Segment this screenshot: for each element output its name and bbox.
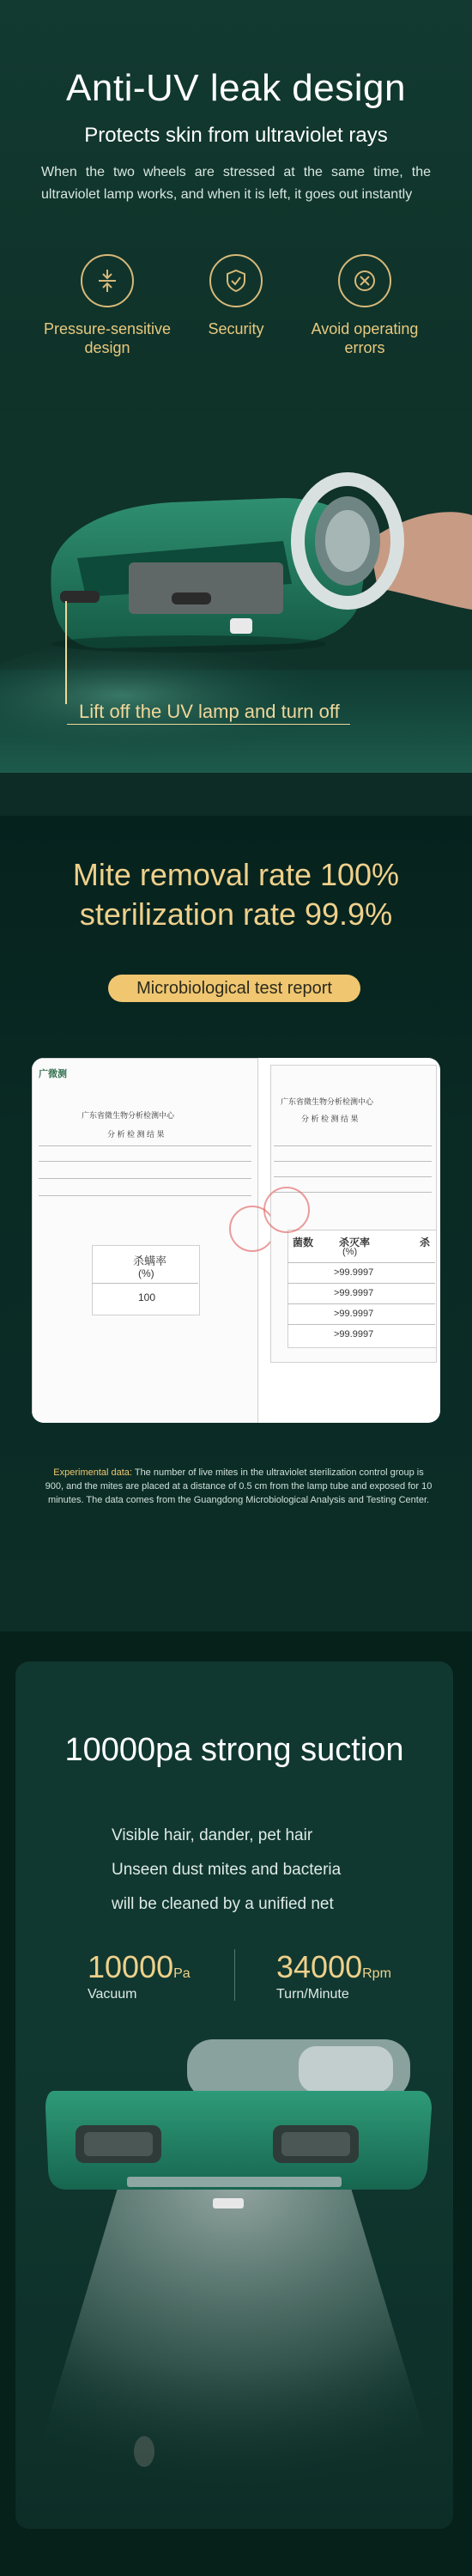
- feature-security: [167, 254, 305, 338]
- report-rule: [39, 1195, 251, 1196]
- report-mite-rate-label: 杀螨率: [133, 1255, 167, 1267]
- report-rule: [274, 1145, 432, 1146]
- uv-section-description: When the two wheels are stressed at the same time, the ultraviolet lamp works, and when it is left, it goes out instantly: [41, 165, 431, 202]
- report-col-bacteria-count: 菌数: [293, 1236, 314, 1249]
- report-rule: [92, 1283, 198, 1284]
- report-left-subheader: 分 析 检 测 结 果: [107, 1130, 165, 1139]
- report-rule: [287, 1303, 435, 1304]
- mite-removal-headline: Mite removal rate 100%: [72, 857, 400, 892]
- stat-divider: [234, 1949, 235, 2001]
- feature-label: Security: [208, 320, 264, 337]
- callout-lift-off-text: Lift off the UV lamp and turn off: [79, 701, 340, 722]
- suction-card: [15, 1662, 453, 2529]
- feature-pressure-sensitive: [39, 254, 176, 357]
- report-mite-rate-value: 100: [138, 1291, 156, 1303]
- pressure-arrows-icon: [81, 254, 134, 307]
- microbiological-test-report-image: [32, 1058, 440, 1423]
- suction-description: [112, 1819, 421, 1922]
- uv-leak-section: [0, 0, 472, 816]
- report-rule: [274, 1176, 432, 1177]
- uv-section-title: Anti-UV leak design: [66, 67, 406, 109]
- callout-underline: [67, 724, 350, 725]
- report-kill-rate-value: >99.9997: [334, 1329, 374, 1340]
- experimental-data-label: Experimental data:: [53, 1467, 132, 1478]
- test-report-badge: Microbiological test report: [108, 975, 360, 1002]
- suction-title: 10000pa strong suction: [64, 1732, 404, 1768]
- report-kill-rate-value: >99.9997: [334, 1288, 374, 1298]
- stat-vacuum-value: 10000: [88, 1949, 174, 1984]
- experimental-data-note: [45, 1466, 433, 1507]
- report-col-kill: 杀: [420, 1236, 431, 1249]
- stat-vacuum-label: Vacuum: [88, 1987, 137, 2002]
- uv-section-subtitle: Protects skin from ultraviolet rays: [84, 124, 388, 147]
- strong-suction-section: [0, 1631, 472, 2576]
- report-kill-rate-value: >99.9997: [334, 1309, 374, 1319]
- report-rule: [287, 1324, 435, 1325]
- report-red-stamp: [263, 1187, 310, 1233]
- stat-vacuum-unit: Pa: [173, 1966, 191, 1981]
- report-col-kill-rate: 杀灭率: [339, 1236, 371, 1249]
- sterilization-headline: sterilization rate 99.9%: [79, 896, 393, 932]
- report-rule: [287, 1262, 435, 1263]
- report-logo: 广微测: [39, 1069, 67, 1079]
- shield-check-icon: [209, 254, 263, 307]
- report-rule: [39, 1178, 251, 1179]
- report-rule: [274, 1161, 432, 1162]
- feature-label: Pressure-sensitive design: [43, 320, 172, 356]
- report-rule: [39, 1161, 251, 1162]
- report-rule: [39, 1145, 251, 1146]
- stat-rpm: [276, 1949, 448, 2002]
- stat-rpm-label: Turn/Minute: [276, 1987, 349, 2002]
- stat-rpm-value: 34000: [276, 1949, 363, 1984]
- feature-label: Avoid operating errors: [311, 320, 419, 356]
- report-rule: [287, 1283, 435, 1284]
- stat-rpm-unit: Rpm: [362, 1966, 391, 1981]
- suction-line: Visible hair, dander, pet hair: [112, 1826, 313, 1844]
- report-kill-rate-value: >99.9997: [334, 1267, 374, 1278]
- report-right-subheader: 分 析 检 测 结 果: [301, 1115, 359, 1123]
- stat-vacuum: [88, 1949, 259, 2002]
- report-mite-rate-unit: (%): [138, 1267, 154, 1279]
- x-circle-icon: [338, 254, 391, 307]
- suction-product-image: [15, 2039, 453, 2529]
- callout-pointer-line: [65, 601, 67, 704]
- suction-line: Unseen dust mites and bacteria: [112, 1861, 342, 1879]
- report-left-header: 广东省微生物分析检测中心: [82, 1111, 175, 1120]
- feature-avoid-errors: [296, 254, 433, 357]
- report-col-kill-rate-unit: (%): [342, 1247, 358, 1257]
- report-right-header: 广东省微生物分析检测中心: [281, 1097, 374, 1106]
- mite-removal-section: [0, 816, 472, 1631]
- suction-line: will be cleaned by a unified net: [112, 1895, 334, 1913]
- experimental-data-text: The number of live mites in the ultraviolet sterilization control group is 900, and the mites are placed at a distance of 0.5 cm from the lamp tube and exposed for 10 minutes. The data comes from the Guangdong Microbiological Analysis and Testing Center.: [45, 1467, 433, 1505]
